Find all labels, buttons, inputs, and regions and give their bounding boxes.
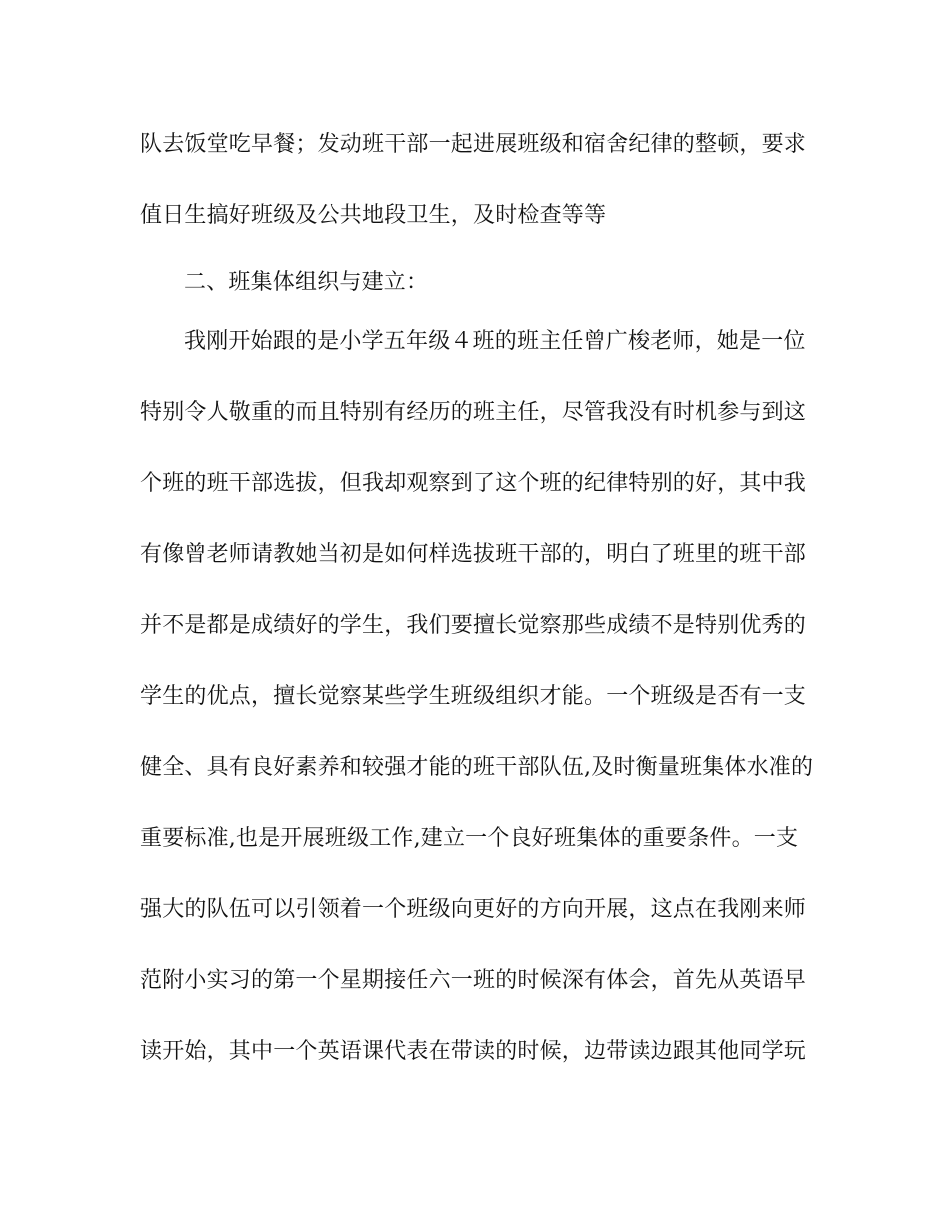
text-line-4: 我刚开始跟的是小学五年级４班的班主任曾广梭老师，她是一位 <box>184 329 806 354</box>
text-line-7: 有像曾老师请教她当初是如何样选拔班干部的，明白了班里的班干部 <box>140 542 807 567</box>
text-line-12: 强大的队伍可以引领着一个班级向更好的方向开展，这点在我刚来师 <box>140 897 807 922</box>
text-line-11: 重要标准,也是开展班级工作,建立一个良好班集体的重要条件。一支 <box>140 826 799 851</box>
text-line-8: 并不是都是成绩好的学生，我们要擅长觉察那些成绩不是特别优秀的 <box>140 613 807 638</box>
text-line-13: 范附小实习的第一个星期接任六一班的时候深有体会，首先从英语早 <box>140 968 807 993</box>
text-line-5: 特别令人敬重的而且特别有经历的班主任，尽管我没有时机参与到这 <box>140 400 807 425</box>
text-line-10: 健全、具有良好素养和较强才能的班干部队伍,及时衡量班集体水准的 <box>140 755 814 780</box>
text-line-2: 值日生搞好班级及公共地段卫生，及时检查等等 <box>140 203 607 228</box>
text-line-14: 读开始，其中一个英语课代表在带读的时候，边带读边跟其他同学玩 <box>140 1039 807 1064</box>
text-line-9: 学生的优点，擅长觉察某些学生班级组织才能。一个班级是否有一支 <box>140 684 807 709</box>
section-heading: 二、班集体组织与建立： <box>184 270 429 295</box>
text-line-6: 个班的班干部选拔，但我却观察到了这个班的纪律特别的好，其中我 <box>140 471 807 496</box>
text-line-1: 队去饭堂吃早餐；发动班干部一起进展班级和宿舍纪律的整顿，要求 <box>140 132 807 157</box>
